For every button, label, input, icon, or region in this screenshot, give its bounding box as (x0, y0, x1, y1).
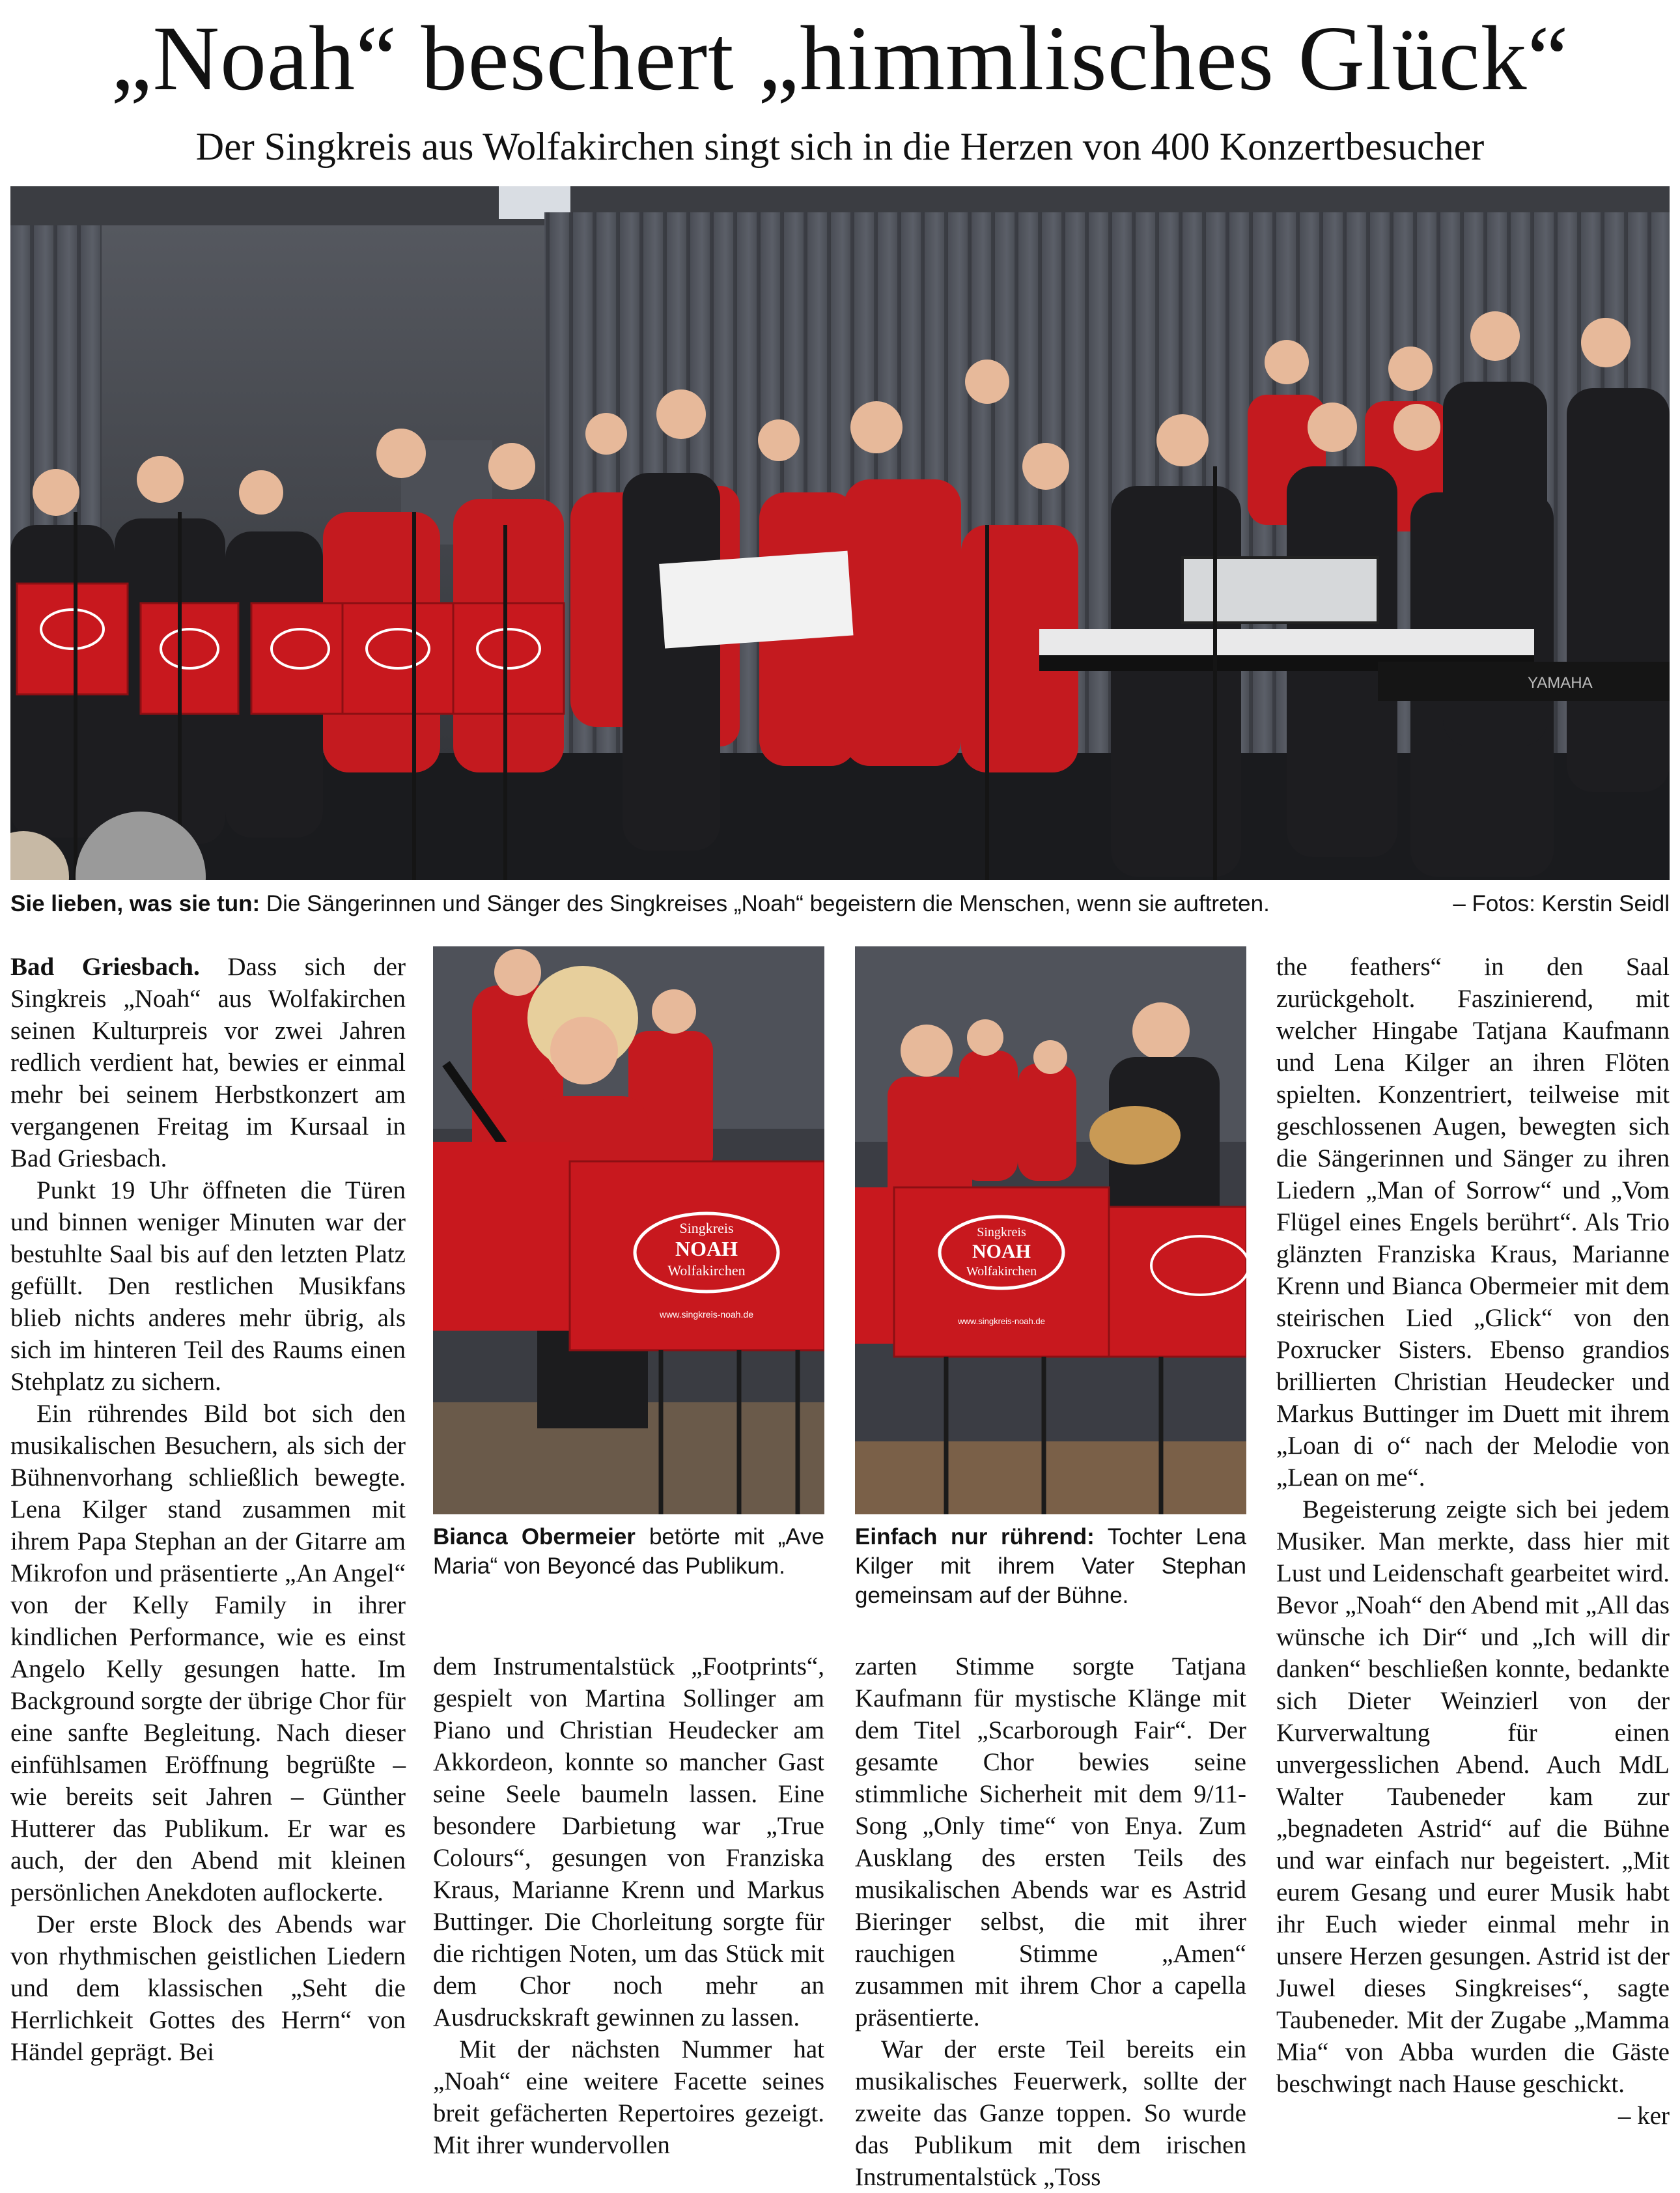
p3-banner-line3: Wolfakirchen (966, 1264, 1037, 1279)
p3-banner-line1: Singkreis (977, 1225, 1026, 1239)
article-paragraph: dem Instrumentalstück „Footprints“, gespielt von Martina Sollinger am Piano und Christian Heudecker am Akkordeon, konnte so mancher Gast seine Seele baumeln lassen. Eine besondere Darbietung war „True Colours“, gesungen von Franziska Kraus, Marianne Krenn und Markus Buttinger. Die Chorleitung sorgte für die richtigen Noten, um das Stück mit dem Chor noch mehr an Ausdruckskraft gewinnen zu lassen. (433, 1652, 824, 2031)
article-paragraph: Mit der nächsten Nummer hat „Noah“ eine weitere Facette seines breit gefächerten Repertoires gezeigt. Mit ihrer wundervollen (433, 2035, 824, 2159)
main-photo-choir-stage (10, 186, 1670, 880)
p2-banner-line2: NOAH (675, 1237, 738, 1260)
dateline: Bad Griesbach. (10, 953, 200, 981)
article-paragraph: Punkt 19 Uhr öffneten die Türen und binnen weniger Minuten war der bestuhlte Saal bis auf den letzten Platz gefüllt. Den restlichen Musikfans blieb nichts anderes mehr übrig, als sich im hinteren Teil des Raums einen Stehplatz zu sichern. (10, 1176, 406, 1396)
article-column-2 (433, 1650, 824, 2161)
article-paragraph: zarten Stimme sorgte Tatjana Kaufmann für mystische Klänge mit dem Titel „Scarborough Fair“. Der gesamte Chor bewies seine stimmliche Sicherheit mit dem 9/11-Song „Only time“ von Enya. Zum Ausklang des ersten Teils des musikalischen Abends war es Astrid Bieringer selbst, die mit ihrer rauchigen Stimme „Amen“ zusammen mit ihrem Chor a capella präsentierte. (855, 1652, 1246, 2031)
article-paragraph: Der erste Block des Abends war von rhythmischen geistlichen Liedern und dem klassischen „Seht die Herrlichkeit Gottes des Herrn“ von Händel geprägt. Bei (10, 1910, 406, 2066)
article-column-4 (1276, 951, 1670, 2132)
article-paragraph: Bad Griesbach. Dass sich der Singkreis „Noah“ aus Wolfakirchen seinen Kulturpreis vor zwei Jahren redlich verdient hat, bewies er einmal mehr bei seinem Herbstkonzert am vergangenen Freitag im Kursaal in Bad Griesbach. (10, 953, 406, 1172)
p3-caption-lead: Einfach nur rührend: (855, 1524, 1095, 1549)
article-paragraph: War der erste Teil bereits ein musikalisches Feuerwerk, sollte der zweite das Ganze toppen. So wurde das Publikum mit dem irischen Instrumentalstück „Toss (855, 2035, 1246, 2191)
photo2-caption (433, 1522, 824, 1581)
article-paragraph: Begeisterung zeigte sich bei jedem Musiker. Man merkte, dass hier mit Lust und Leidenschaft gearbeitet wird. Bevor „Noah“ den Abend mit „All das wünsche ich Dir“ und „Ich will dir danken“ beschließen konnte, bedankte sich Dieter Weinzierl von der Kurverwaltung für einen unvergesslichen Abend. Auch MdL Walter Taubeneder kam zur „begnadeten Astrid“ auf die Bühne und war einfach nur begeistert. „Mit eurem Gesang und eurer Musik habt ihr Euch wieder einmal mehr in unsere Herzen gesungen. Astrid ist der Juwel dieses Singkreises“, sagte Taubeneder. Mit der Zugabe „Mamma Mia“ von Abba wurden die Gäste beschwingt nach Hause geschickt. – ker (1276, 1493, 1670, 2100)
p2-banner-url: www.singkreis-noah.de (660, 1309, 753, 1320)
article-paragraph: Ein rührendes Bild bot sich den musikalischen Besuchern, als sich der Bühnenvorhang schließlich bewegte. Lena Kilger stand zusammen mit ihrem Papa Stephan an der Gitarre am Mikrofon und präsentierte „An Angel“ von der Kelly Family in ihrer kindlichen Performance, wie es einst Angelo Kelly gesungen hatte. Im Background sorgte der übrige Chor für eine sanfte Begleitung. Nach dieser einfühlsamen Eröffnung begrüßte – wie bereits seit Jahren – Günther Hutterer das Publikum. Er war es auch, der den Abend mit kleinen persönlichen Anekdoten auflockerte. (10, 1400, 406, 1906)
subheadline: Der Singkreis aus Wolfakirchen singt sich in die Herzen von 400 Konzertbesucher (195, 125, 1485, 168)
photo3-caption (855, 1522, 1246, 1610)
p2-banner-line3: Wolfakirchen (667, 1262, 746, 1279)
p2-caption-text: betörte mit „Ave Maria“ von Beyoncé das Publikum. (433, 1524, 824, 1579)
p2-banner-line1: Singkreis (679, 1220, 734, 1236)
photo-bianca-obermeier (433, 946, 824, 1514)
p3-caption-text: Tochter Lena Kilger mit ihrem Vater Stephan gemeinsam auf der Bühne. (855, 1524, 1247, 1608)
main-caption-text: Die Sängerinnen und Sänger des Singkreises „Noah“ begeistern die Menschen, wenn sie auftreten. (260, 891, 1270, 916)
photo-credit: – Fotos: Kerstin Seidl (1453, 891, 1670, 916)
headline: „Noah“ beschert „himmlisches Glück“ (111, 7, 1569, 109)
p3-banner-line2: NOAH (972, 1241, 1031, 1262)
main-photo-caption (10, 889, 1404, 918)
main-caption-lead: Sie lieben, was sie tun: (10, 891, 260, 916)
article-paragraph: the feathers“ in den Saal zurückgeholt. Faszinierend, mit welcher Hingabe Tatjana Kaufmann und Lena Kilger an ihren Flöten spielten. Konzentriert, teilweise mit geschlossenen Augen, bewegten sich die Sängerinnen und Sänger zu ihren Liedern „Man of Sorrow“ und „Vom Flügel eines Engels berührt“. Als Trio glänzten Franziska Kraus, Marianne Krenn und Bianca Obermeier mit dem steirischen Lied „Glick“ von den Poxrucker Sisters. Ebenso grandios brillierten Christian Heudecker und Markus Buttinger im Duett mit ihrem „Loan di o“ nach der Melodie von „Lean on me“. (1276, 953, 1670, 1492)
author-signature: – ker (1617, 2102, 1670, 2130)
photo-lena-stephan-kilger (855, 946, 1246, 1514)
p2-caption-lead: Bianca Obermeier (433, 1524, 636, 1549)
p3-banner-url: www.singkreis-noah.de (958, 1316, 1045, 1326)
keyboard-brand: YAMAHA (1528, 674, 1593, 692)
article-column-3 (855, 1650, 1246, 2193)
article-column-1 (10, 951, 406, 2068)
